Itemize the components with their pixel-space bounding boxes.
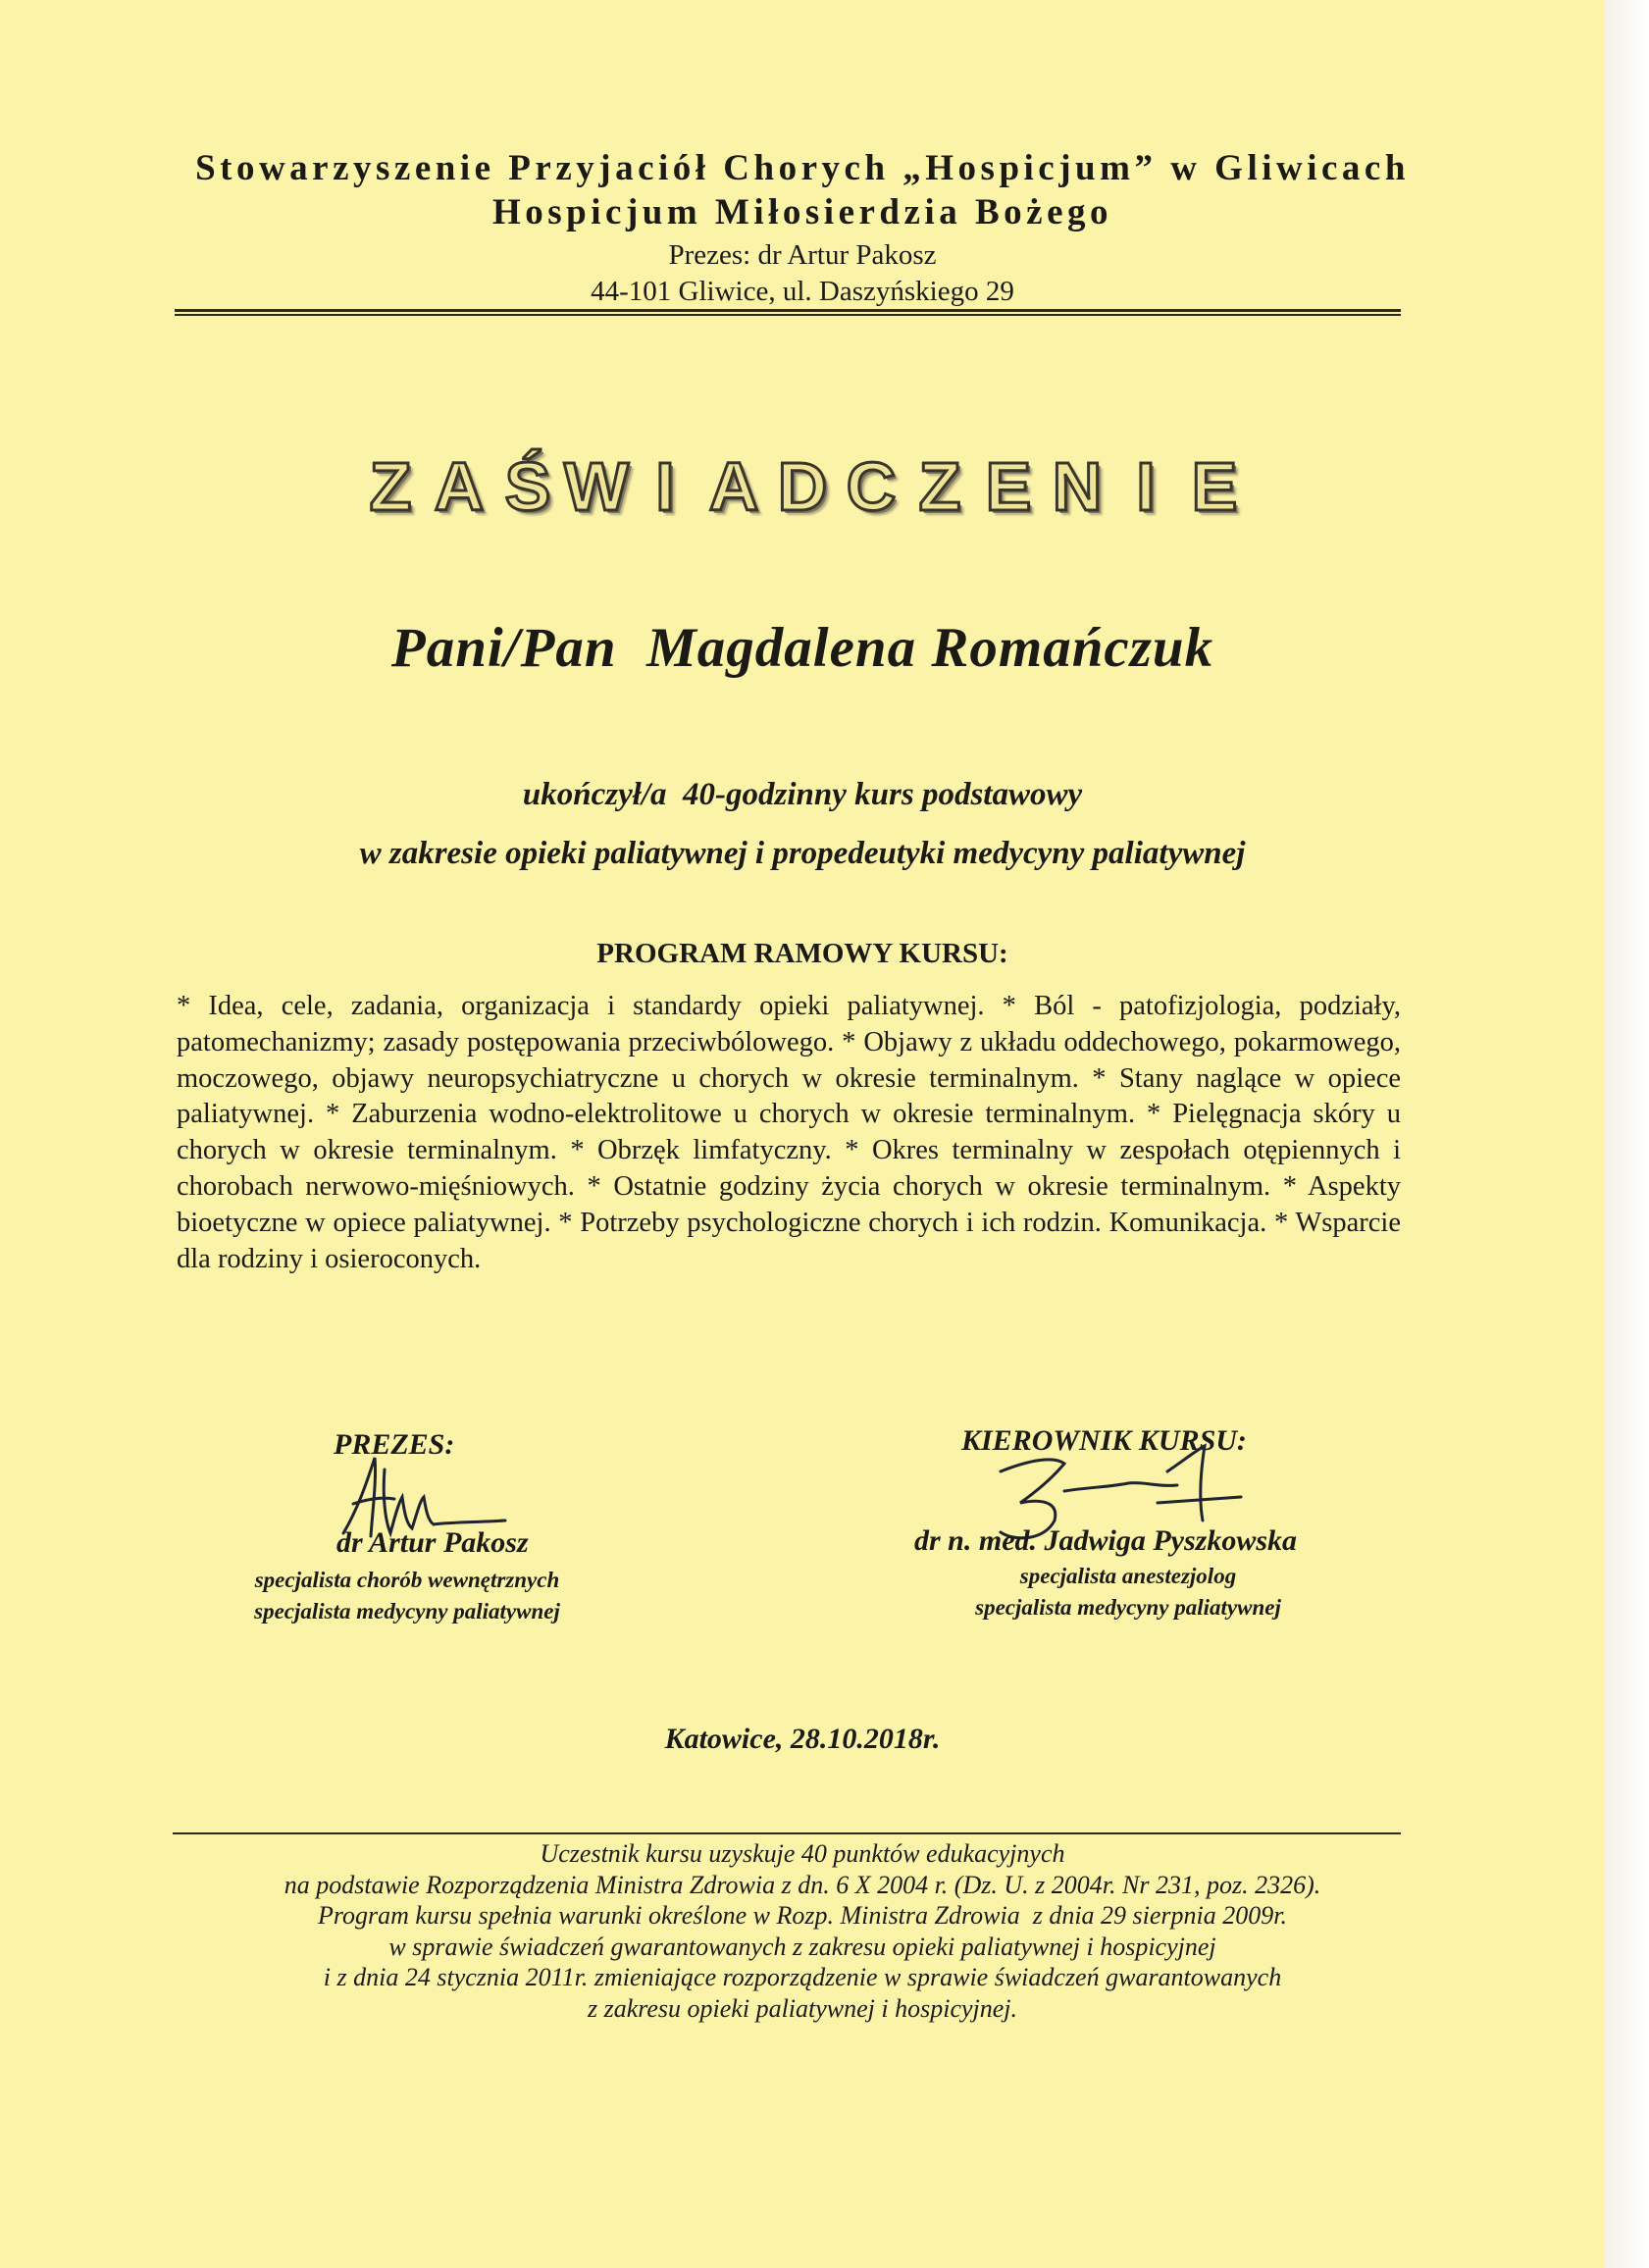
president-line: Prezes: dr Artur Pakosz: [668, 239, 937, 271]
president-specialization-1: specjalista chorób wewnętrznych: [254, 1568, 560, 1592]
president-specialization-2: specjalista medycyny paliatywnej: [254, 1599, 560, 1624]
course-director-specialization-2: specjalista medycyny paliatywnej: [975, 1595, 1281, 1620]
title-letter: N: [1052, 448, 1103, 525]
title-letter: A: [434, 448, 485, 525]
footnote-line: w sprawie świadczeń gwarantowanych z zakresu opieki paliatywnej i hospicyjnej: [388, 1932, 1216, 1961]
scan-margin: [1605, 0, 1649, 2268]
address-line: 44-101 Gliwice, ul. Daszyńskiego 29: [591, 276, 1014, 307]
place-and-date: Katowice, 28.10.2018r.: [664, 1723, 941, 1755]
footer-divider: [173, 1832, 1401, 1834]
hospice-name: Hospicjum Miłosierdzia Bożego: [492, 192, 1112, 232]
footnote-line: Program kursu spełnia warunki określone w Rozp. Ministra Zdrowia z dnia 29 sierpnia 2009r.: [317, 1901, 1288, 1930]
title-letter: I: [655, 448, 675, 525]
footnote-line: Uczestnik kursu uzyskuje 40 punktów edukacyjnych: [540, 1839, 1065, 1868]
footnote-line: z zakresu opieki paliatywnej i hospicyjnej.: [587, 1993, 1018, 2023]
title-letter: I: [1136, 448, 1156, 525]
title-letter: C: [846, 448, 897, 525]
header-divider: [175, 309, 1401, 316]
course-scope-line: w zakresie opieki paliatywnej i propedeutyki medycyny paliatywnej: [359, 836, 1246, 871]
title-letter: E: [985, 448, 1032, 525]
organization-name: Stowarzyszenie Przyjaciół Chorych „Hospicjum” w Gliwicach: [195, 148, 1410, 188]
course-completion-line: ukończył/a 40-godzinny kurs podstawowy: [522, 777, 1083, 812]
legal-footnote: [0, 1838, 1605, 2024]
course-director-role-label: KIEROWNIK KURSU:: [961, 1424, 1247, 1457]
title-letter: Z: [918, 448, 961, 525]
title-letter: Ś: [504, 448, 551, 525]
program-heading: PROGRAM RAMOWY KURSU:: [596, 938, 1008, 969]
footnote-line: na podstawie Rozporządzenia Ministra Zdrowia z dn. 6 X 2004 r. (Dz. U. z 2004r. Nr 231, poz. 2326).: [283, 1870, 1321, 1899]
course-director-specialization-1: specjalista anestezjolog: [1019, 1564, 1237, 1588]
course-director-name: dr n. med. Jadwiga Pyszkowska: [914, 1524, 1298, 1557]
footnote-line: i z dnia 24 stycznia 2011r. zmieniające rozporządzenie w sprawie świadczeń gwarantowanych: [323, 1963, 1282, 1991]
certificate-title: [0, 449, 1605, 524]
title-letter: E: [1191, 448, 1238, 525]
title-letter: D: [777, 448, 828, 525]
title-letter: A: [708, 448, 759, 525]
program-body: * Idea, cele, zadania, organizacja i standardy opieki paliatywnej. * Ból - patofizjologia, podziały, patomechanizmy; zasady postępowania przeciwbólowego. * Objawy z układu oddechowego, pokarmowego, moczowego, objawy neuropsychiatryczne u chorych w okresie terminalnym. * Stany naglące w opiece paliatywnej. * Zaburzenia wodno-elektrolitowe u chorych w okresie terminalnym. * Pielęgnacja skóry u chorych w okresie terminalnym. * Obrzęk limfatyczny. * Okres terminalny w zespołach otępiennych i chorobach nerwowo-mięśniowych. * Ostatnie godziny życia chorych w okresie terminalnym. * Aspekty bioetyczne w opiece paliatywnej. * Potrzeby psychologiczne chorych i ich rodzin. Komunikacja. * Wsparcie dla rodziny i osieroconych.: [177, 991, 1401, 1274]
title-letter: W: [563, 448, 630, 525]
president-name: dr Artur Pakosz: [336, 1526, 529, 1559]
president-role-label: PREZES:: [334, 1428, 455, 1461]
recipient-name: Pani/Pan Magdalena Romańczuk: [390, 617, 1214, 679]
title-letter: Z: [369, 448, 412, 525]
